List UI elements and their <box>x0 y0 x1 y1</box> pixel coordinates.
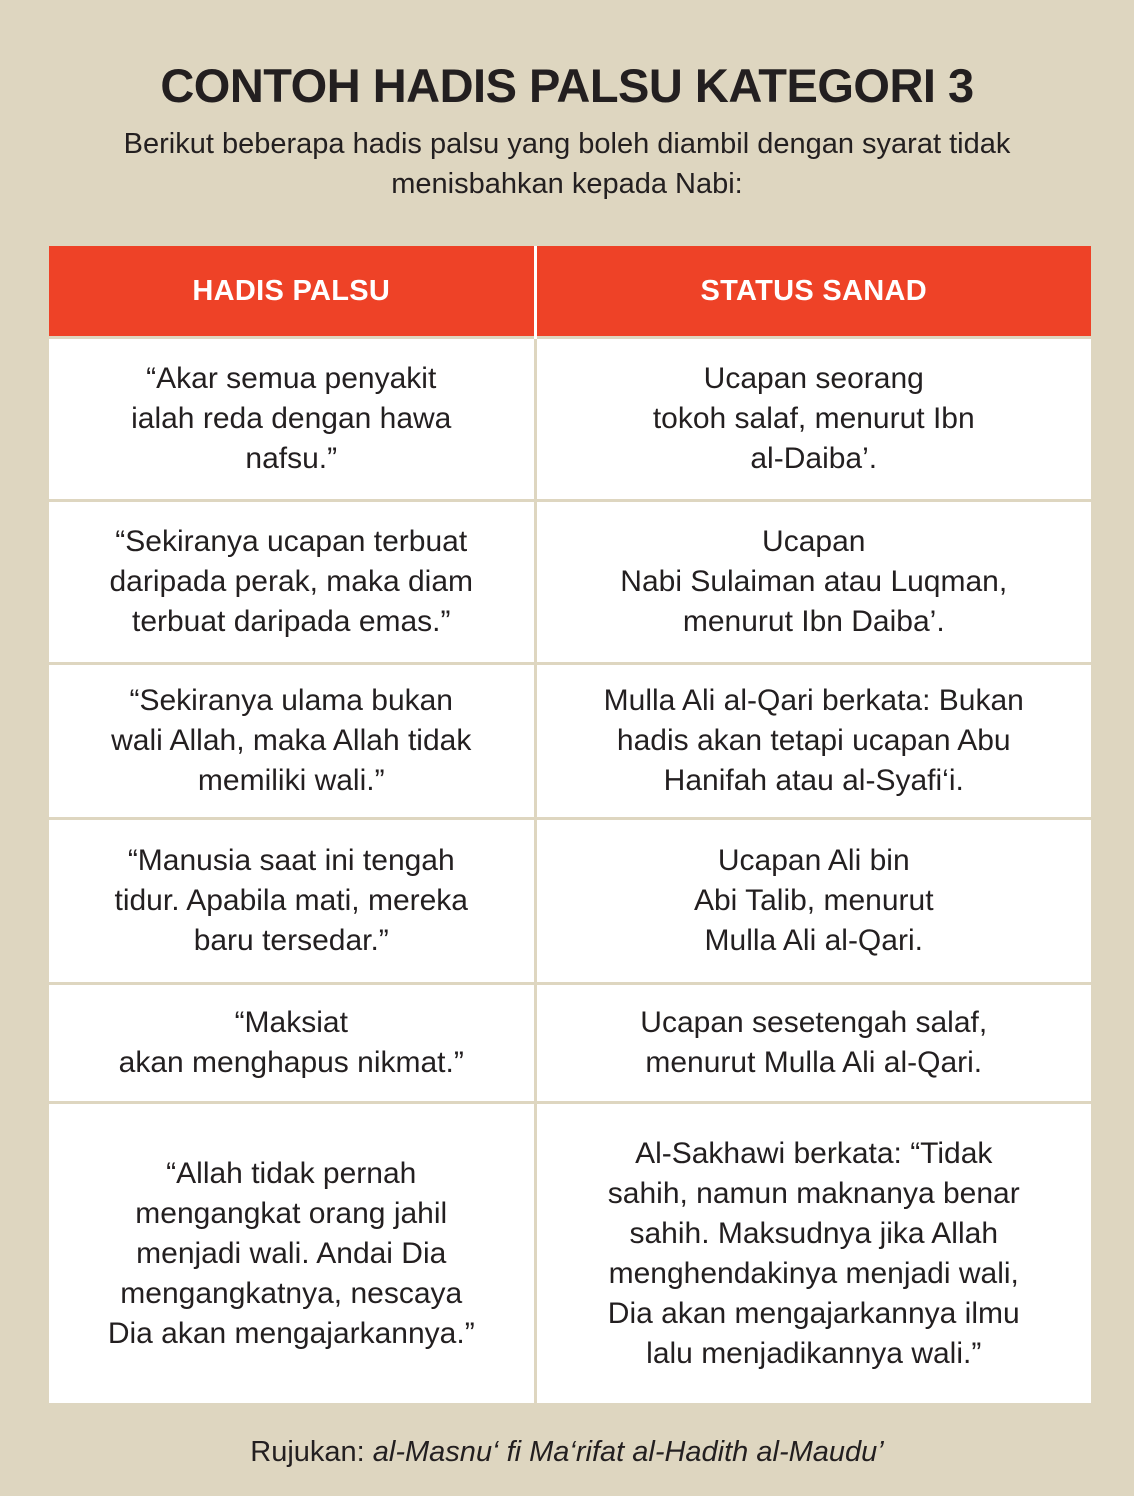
table-row <box>49 984 1091 1103</box>
column-header-hadis: HADIS PALSU <box>49 246 535 338</box>
table-row <box>49 664 1091 819</box>
reference-source: al-Masnu‘ fi Ma‘rifat al-Hadith al-Maudu’ <box>372 1436 884 1468</box>
hadis-cell: “Sekiranya ucapan terbuat daripada perak, maka diam terbuat daripada emas.” <box>49 501 535 664</box>
hadis-cell: “Maksiat akan menghapus nikmat.” <box>49 984 535 1103</box>
hadis-cell: “Manusia saat ini tengah tidur. Apabila mati, mereka baru tersedar.” <box>49 819 535 984</box>
table-header-row <box>49 246 1091 338</box>
status-cell: Mulla Ali al-Qari berkata: Bukan hadis akan tetapi ucapan Abu Hanifah atau al-Syafi‘i. <box>535 664 1091 819</box>
reference-label: Rujukan: <box>250 1436 373 1468</box>
reference-footer <box>0 1433 1134 1471</box>
table-row <box>49 338 1091 501</box>
hadis-cell: “Allah tidak pernah mengangkat orang jahil menjadi wali. Andai Dia mengangkatnya, nescaya Dia akan mengajarkannya.” <box>49 1103 535 1405</box>
hadis-cell: “Sekiranya ulama bukan wali Allah, maka Allah tidak memiliki wali.” <box>49 664 535 819</box>
hadis-cell: “Akar semua penyakit ialah reda dengan hawa nafsu.” <box>49 338 535 501</box>
table-row <box>49 501 1091 664</box>
table-row <box>49 1103 1091 1405</box>
page-subtitle: Berikut beberapa hadis palsu yang boleh diambil dengan syarat tidak menisbahkan kepada Nabi: <box>123 128 1011 200</box>
status-cell: Ucapan Nabi Sulaiman atau Luqman, menurut Ibn Daiba’. <box>535 501 1091 664</box>
status-cell: Ucapan sesetengah salaf, menurut Mulla Ali al-Qari. <box>535 984 1091 1103</box>
status-cell: Al-Sakhawi berkata: “Tidak sahih, namun maknanya benar sahih. Maksudnya jika Allah menghendakinya menjadi wali, Dia akan mengajarkannya ilmu lalu menjadikannya wali.” <box>535 1103 1091 1405</box>
hadis-table <box>49 246 1091 1404</box>
status-cell: Ucapan seorang tokoh salaf, menurut Ibn al-Daiba’. <box>535 338 1091 501</box>
column-header-status: STATUS SANAD <box>535 246 1091 338</box>
page-title: CONTOH HADIS PALSU KATEGORI 3 <box>160 59 974 112</box>
status-cell: Ucapan Ali bin Abi Talib, menurut Mulla Ali al-Qari. <box>535 819 1091 984</box>
table-row <box>49 819 1091 984</box>
hadis-table-container <box>49 246 1091 1403</box>
